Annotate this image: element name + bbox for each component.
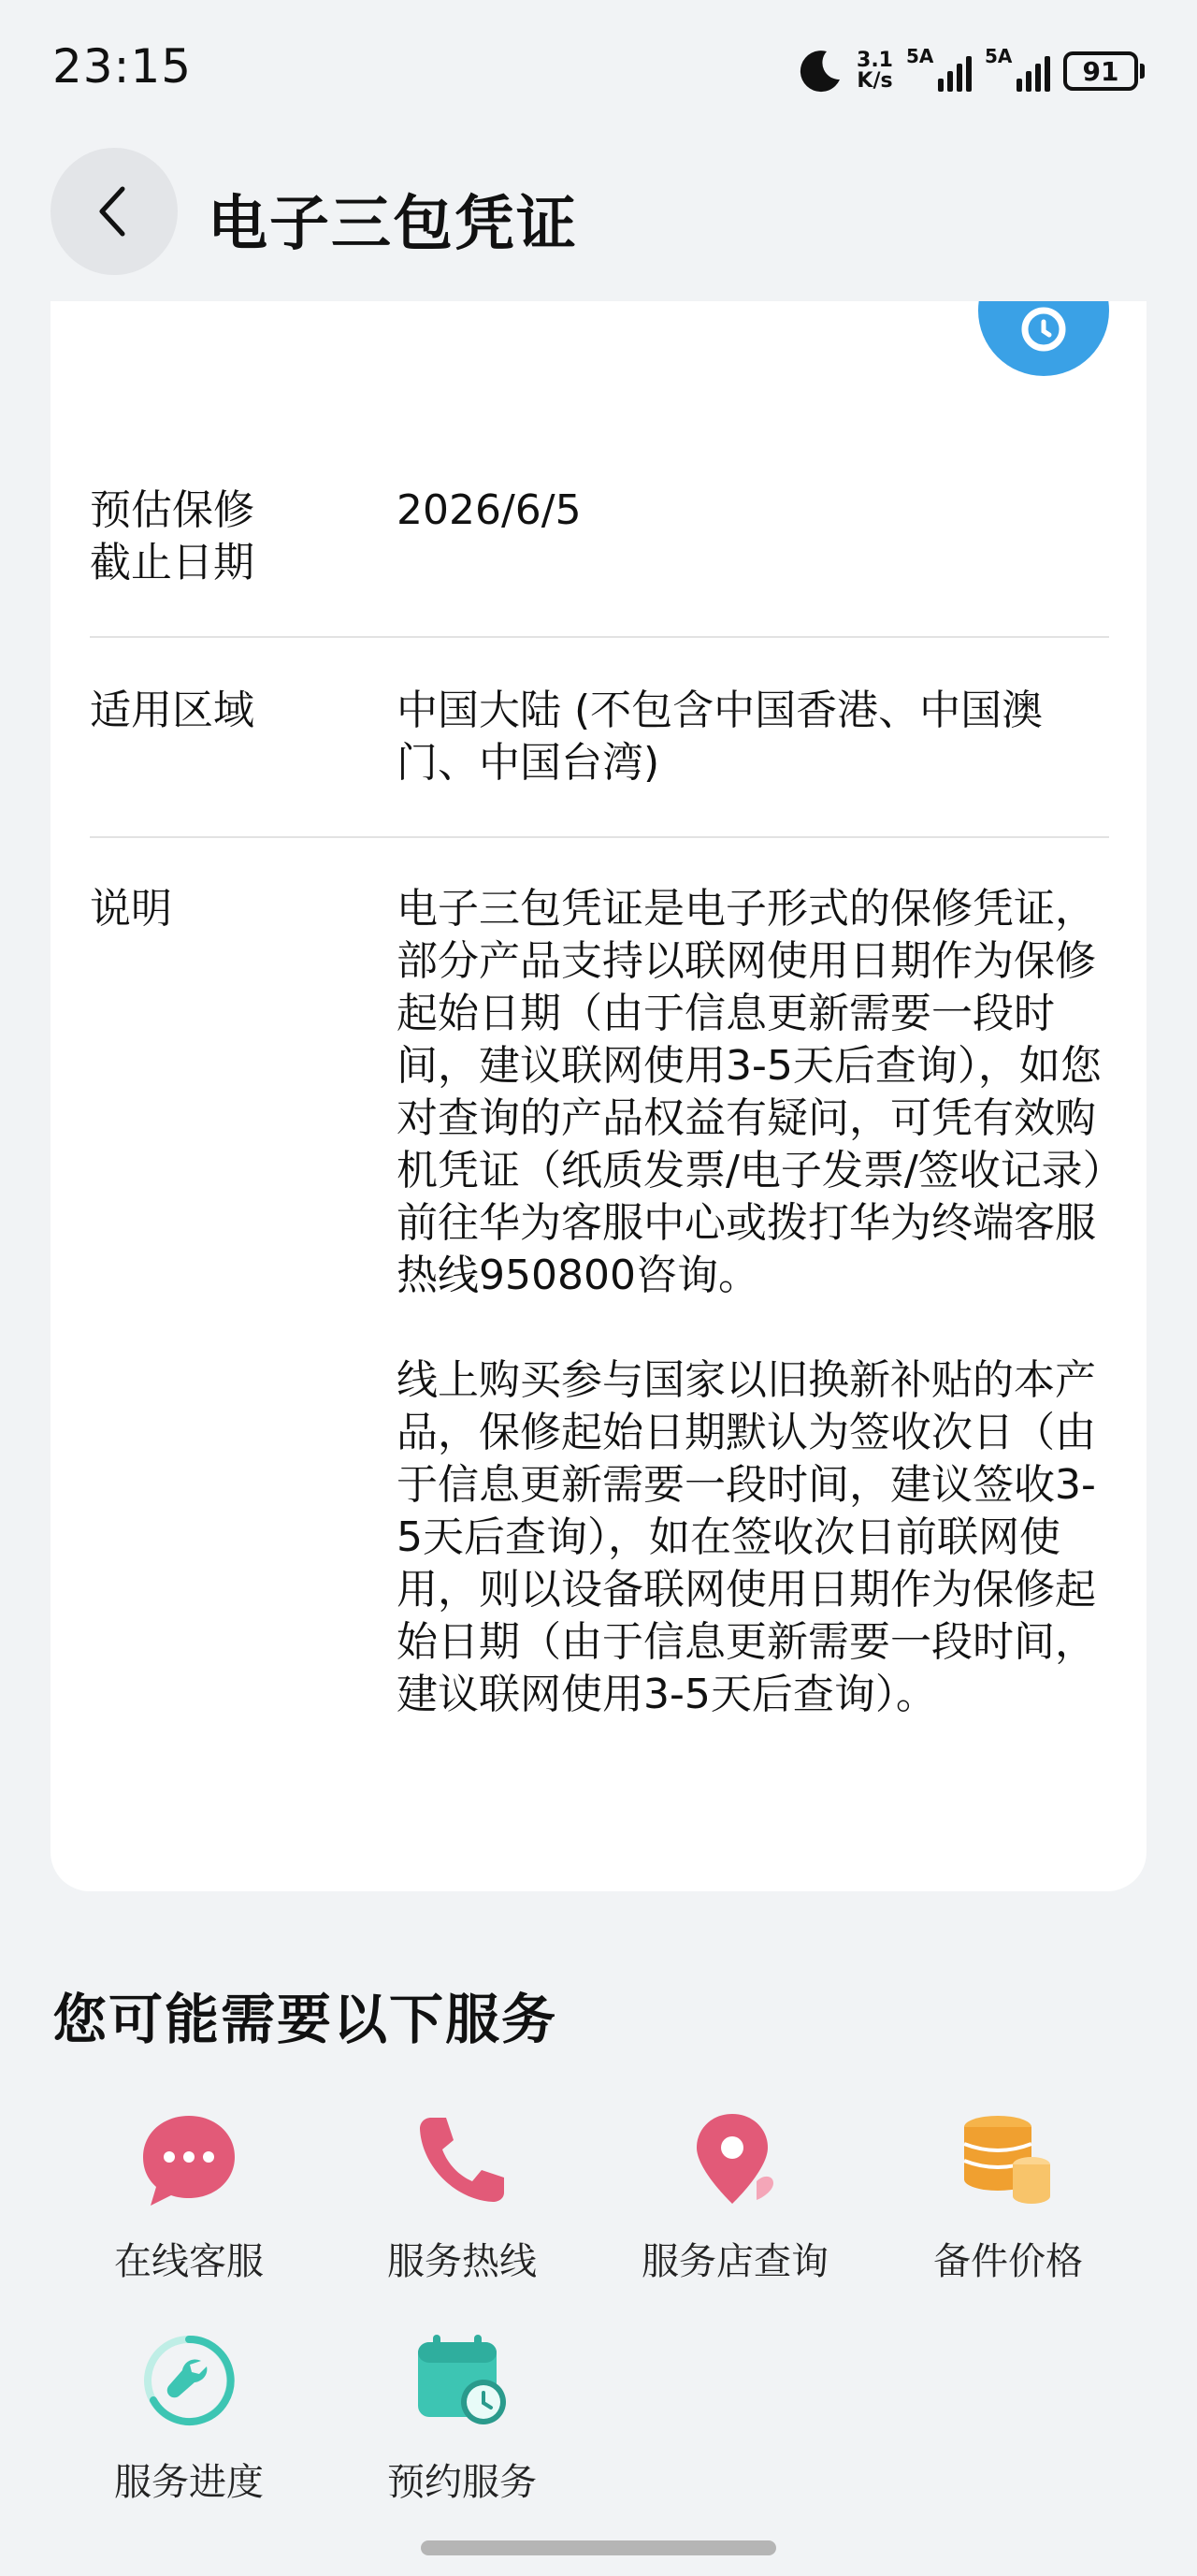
status-time: 23:15 — [52, 39, 193, 94]
services-title: 您可能需要以下服务 — [52, 1988, 558, 2051]
chevron-left-icon — [91, 183, 137, 239]
header — [0, 148, 1197, 279]
service-appointment[interactable] — [322, 2329, 602, 2506]
row-value: 电子三包凭证是电子形式的保修凭证，部分产品支持以联网使用日期作为保修起始日期（由于信息更新需要一段时间，建议联网使用3-5天后查询），如您对查询的产品权益有疑问，可凭有效购机凭证（纸质发票/电子发票/签收记录）前往华为客服中心或拨打华为终端客服热线950800咨询。 线上购买参与国家以旧换新补贴的本产品，保修起始日期默认为签收次日（由于信息更新需要一段时间，建议签收3-5天后查询），如在签收次日前联网使用，则以设备联网使用日期作为保修起始日期（由于信息更新需要一段时间，建议联网使用3-5天后查询）。 — [397, 885, 1103, 1718]
network-speed — [857, 51, 893, 92]
warranty-card — [50, 301, 1147, 1891]
battery-icon — [1063, 51, 1145, 91]
battery-level: 91 — [1063, 51, 1138, 91]
clock-badge-icon — [978, 301, 1109, 376]
phone-icon — [411, 2108, 513, 2211]
service-online-support[interactable] — [49, 2108, 329, 2285]
status-bar — [0, 0, 1197, 140]
sim1-label: 5A — [906, 45, 934, 67]
service-label: 预约服务 — [387, 2461, 537, 2504]
row-warranty-deadline — [90, 485, 1109, 597]
row-label: 适用区域 — [90, 687, 254, 734]
moon-icon — [797, 48, 844, 94]
row-value: 中国大陆 (不包含中国香港、中国澳门、中国台湾) — [397, 687, 1044, 787]
sim2-label: 5A — [985, 45, 1013, 67]
divider — [90, 836, 1109, 838]
service-hotline[interactable] — [322, 2108, 602, 2285]
row-applicable-region — [90, 685, 1109, 797]
status-icons — [797, 43, 1145, 99]
service-store-locator[interactable] — [595, 2108, 875, 2285]
coins-icon — [957, 2108, 1060, 2211]
service-label: 服务进度 — [114, 2461, 264, 2504]
signal-icon-sim1 — [906, 47, 972, 95]
row-description — [90, 883, 1109, 1837]
row-value: 2026/6/5 — [397, 486, 582, 534]
chat-icon — [137, 2108, 240, 2211]
divider — [90, 636, 1109, 638]
page-title: 电子三包凭证 — [208, 190, 578, 259]
service-label: 服务热线 — [387, 2240, 537, 2283]
wrench-progress-icon — [137, 2329, 240, 2432]
service-parts-price[interactable] — [868, 2108, 1148, 2285]
row-label: 预估保修 截止日期 — [90, 486, 254, 586]
service-progress[interactable] — [49, 2329, 329, 2506]
calendar-clock-icon — [411, 2329, 513, 2432]
row-label: 说明 — [90, 885, 172, 933]
back-button[interactable] — [50, 148, 178, 275]
service-label: 备件价格 — [933, 2240, 1083, 2283]
location-pin-icon — [684, 2108, 786, 2211]
network-speed-unit: K/s — [857, 69, 893, 93]
home-indicator[interactable] — [421, 2540, 776, 2555]
network-speed-value: 3.1 — [857, 49, 893, 72]
service-label: 在线客服 — [114, 2240, 264, 2283]
service-label: 服务店查询 — [642, 2240, 829, 2283]
signal-icon-sim2 — [985, 47, 1050, 95]
